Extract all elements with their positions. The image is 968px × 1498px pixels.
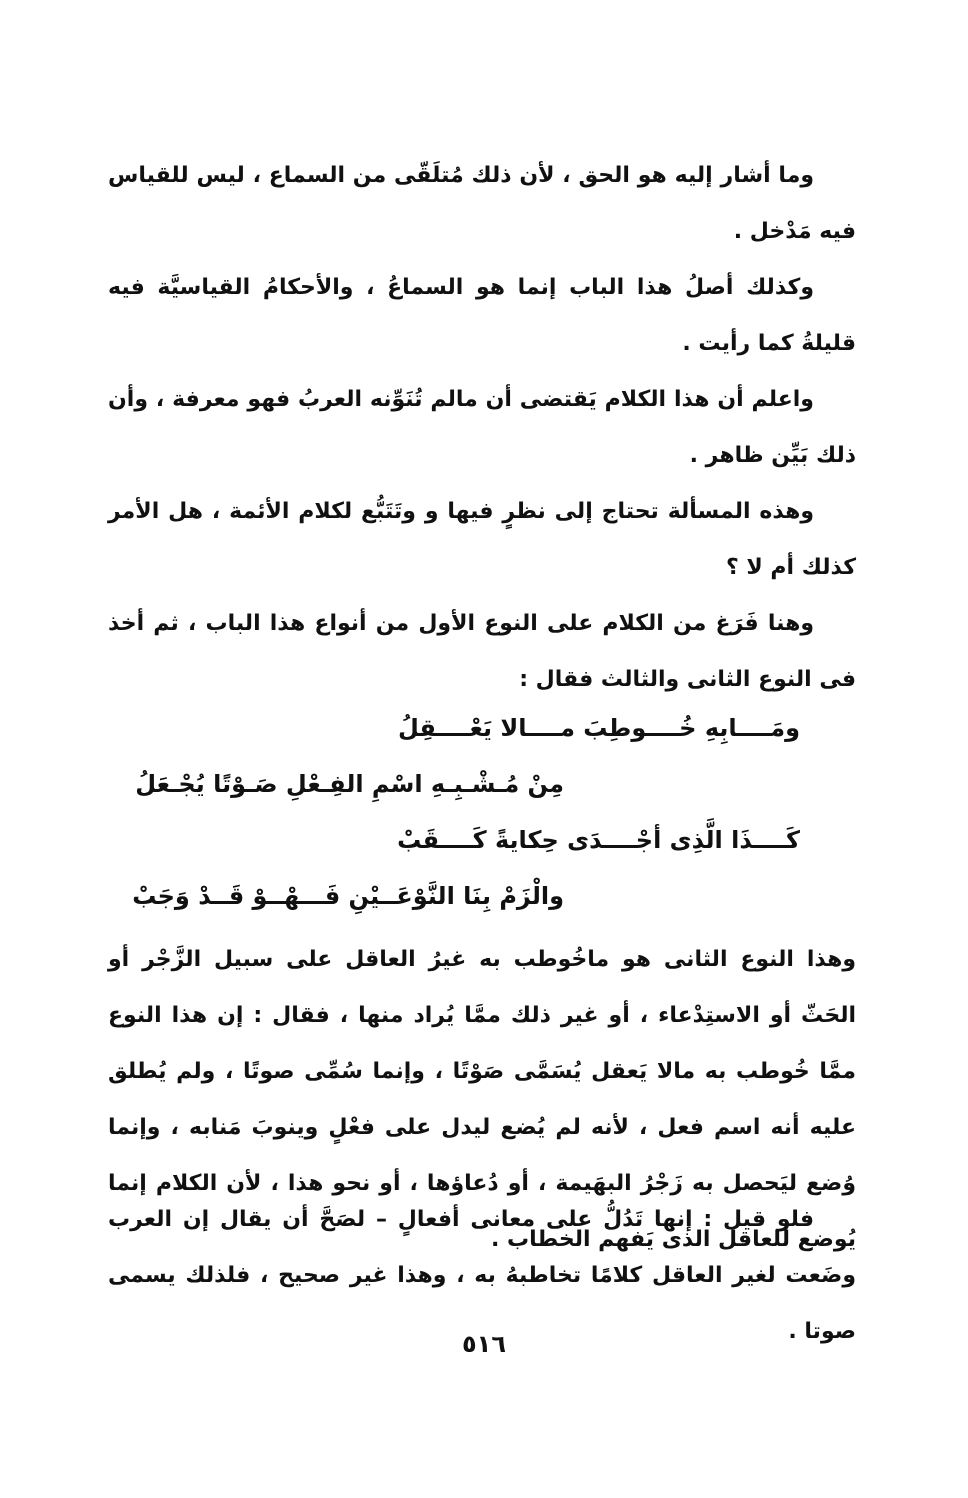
paragraph-4: وهذه المسألة تحتاج إلى نظرٍ فيها و وتَتَبُّع لكلام الأئمة ، هل الأمر كذلك أم لا ؟ [108,499,856,580]
paragraph-2: وكذلك أصلُ هذا الباب إنما هو السماعُ ، والأحكامُ القياسيَّة فيه قليلةُ كما رأيت . [108,275,856,356]
paragraph-1: وما أشار إليه هو الحق ، لأن ذلك مُتلَقّى من السماع ، ليس للقياس فيه مَدْخل . [108,163,856,244]
verse-line-3: كَــــذَا الَّذِى أجْــــدَى حِكايةً كَــــقَبْ [397,826,800,854]
verse-line-2: مِنْ مُـشْـبِـهِ اسْمِ الفِـعْلِ صَـوْتًا يُجْـعَلُ [135,770,564,798]
verse-line-4: والْزَمْ بِنَا النَّوْعَــيْنِ فَـــهْــوْ قَــدْ وَجَبْ [132,882,564,910]
paragraph-7: فلو قيل : إنها تَدُلُّ على معانى أفعالٍ – لصَحَّ أن يقال إن العرب وضَعت لغير العاقل كلامًا تخاطبهُ به ، وهذا غير صحيح ، فلذلك يسمى صوتا . [108,1207,856,1344]
paragraph-6: وهذا النوع الثانى هو ماخُوطب به غيرُ العاقل على سبيل الزَّجْر أو الحَثّ أو الاستِدْعاء ، أو غير ذلك ممَّا يُراد منها ، فقال : إن هذا النوع ممَّا خُوطب به مالا يَعقل يُسَمَّى صَوْتًا ، وإنما سُمِّى صوتًا ، ولم يُطلق عليه أنه اسم فعل ، لأنه لم يُضع ليدل على فعْلٍ وينوبَ مَنابه ، وإنما وُضع ليَحصل به زَجْرُ البهَيمة ، أو دُعاؤها ، أو نحو هذا ، لأن الكلام إنما يُوضع للعاقل الذى يَفهم الخطاب . [108,947,856,1252]
paragraph-3: واعلم أن هذا الكلام يَقتضى أن مالم تُنَوِّنه العربُ فهو معرفة ، وأن ذلك بَيِّن ظاهر . [108,387,856,468]
verse-line-1: ومَــــابِهِ خُــــوطِبَ مــــالا يَعْــــقِلُ [397,714,800,742]
page-number: ٥١٦ [462,1330,506,1358]
paragraph-5: وهنا فَرَغ من الكلام على النوع الأول من أنواع هذا الباب ، ثم أخذ فى النوع الثانى والثالث فقال : [108,611,856,692]
